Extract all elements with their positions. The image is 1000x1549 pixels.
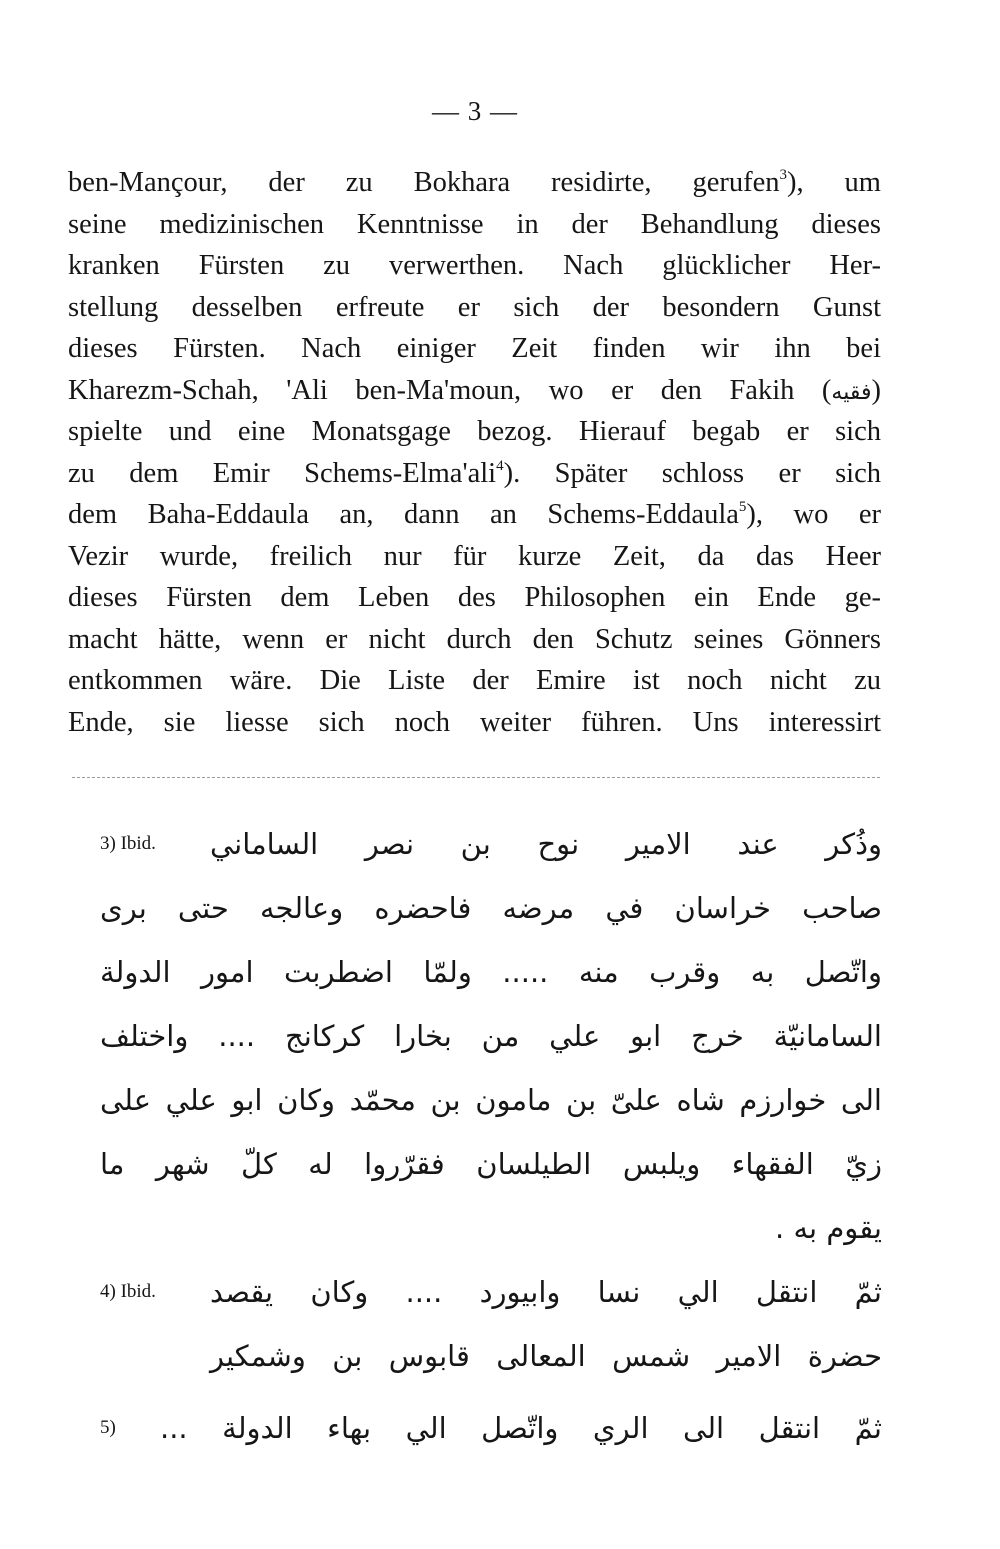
footnote-marker: 5 [738,499,747,515]
text-run: dieses Fürsten dem Leben des Philosophen ein Ende ge- [68,582,881,613]
body-line [68,619,881,661]
footnote-4-ref: 4) Ibid. [100,1281,156,1302]
body-line [68,162,881,204]
arabic-line: الى خوارزم شاه علىّ بن مامون بن محمّد وكان ابو علي على [100,1083,882,1117]
text-run: dem Baha-Eddaula an, dann an Schems-Eddaula [68,499,739,530]
footnote-3-line [100,812,882,876]
text-run: ). Später schloss er sich [503,457,881,489]
body-text [68,162,881,743]
body-line [68,411,881,453]
body-line [68,287,881,329]
arabic-line: السامانيّة خرج ابو علي من بخارا كركانج .... واختلف [100,1019,882,1053]
text-run: dieses Fürsten. Nach einiger Zeit finden wir ihn bei [68,333,881,364]
body-line [68,453,881,495]
footnote-marker: 3 [779,167,788,183]
body-line [68,536,881,578]
arabic-line: يقوم به . [775,1211,882,1245]
footnote-5-line [100,1396,882,1460]
arabic-line: صاحب خراسان في مرضه فاحضره وعالجه حتى برى [100,891,882,925]
arabic-line: ثمّ انتقل الى الري واتّصل الي بهاء الدولة ... [160,1411,882,1445]
text-run: ), um [787,167,881,198]
body-line [68,577,881,619]
footnote-3-line [100,1132,882,1196]
text-run: ben-Mançour, der zu Bokhara residirte, gerufen [68,167,780,198]
footnote-4-line [100,1324,882,1388]
footnote-3-line [100,876,882,940]
body-line [68,204,881,246]
body-line [68,328,881,370]
page-number: — 3 — [432,96,518,126]
arabic-line: ثمّ انتقل الي نسا وابيورد .... وكان يقصد [210,1275,882,1309]
text-run: macht hätte, wenn er nicht durch den Schutz seines Gönners [68,623,881,655]
footnote-3-line [100,940,882,1004]
body-line [68,245,881,287]
text-run: kranken Fürsten zu verwerthen. Nach glücklicher Her- [68,250,881,281]
body-line [68,370,881,412]
arabic-line: وذُكر عند الامير نوح بن نصر الساماني [210,827,882,861]
body-line [68,660,881,702]
text-run: ) [871,374,881,406]
text-run: Ende, sie liesse sich noch weiter führen. Uns interessirt [68,706,881,738]
footnote-separator [72,777,880,778]
text-run: ), wo er [746,499,881,530]
text-run: spielte und eine Monatsgage bezog. Hierauf begab er sich [68,416,881,447]
footnote-4-line [100,1260,882,1324]
body-line [68,702,881,744]
text-run: stellung desselben erfreute er sich der besondern Gunst [68,291,881,323]
text-run: entkommen wäre. Die Liste der Emire ist noch nicht zu [68,665,881,696]
footnotes [100,812,882,1460]
footnote-3-line [100,1068,882,1132]
body-line [68,494,881,536]
footnote-3-line [100,1004,882,1068]
text-run: zu dem Emir Schems-Elma'ali [68,457,497,489]
footnote-5-ref: 5) [100,1417,116,1438]
arabic-inline-word: فقيه [831,379,872,405]
text-run: Vezir wurde, freilich nur für kurze Zeit, da das Heer [68,540,881,572]
text-run: Kharezm-Schah, 'Ali ben-Ma'moun, wo er den Fakih ( [68,374,832,406]
footnote-3-ref: 3) Ibid. [100,833,156,854]
arabic-line: زيّ الفقهاء ويلبس الطيلسان فقرّروا له كلّ شهر ما [100,1147,882,1181]
arabic-line: واتّصل به وقرب منه ..... ولمّا اضطربت امور الدولة [100,955,882,989]
arabic-line: حضرة الامير شمس المعالى قابوس بن وشمكير [210,1339,882,1373]
text-run: seine medizinischen Kenntnisse in der Behandlung dieses [68,208,881,240]
footnote-marker: 4 [496,457,504,474]
footnote-3-line [100,1196,882,1260]
